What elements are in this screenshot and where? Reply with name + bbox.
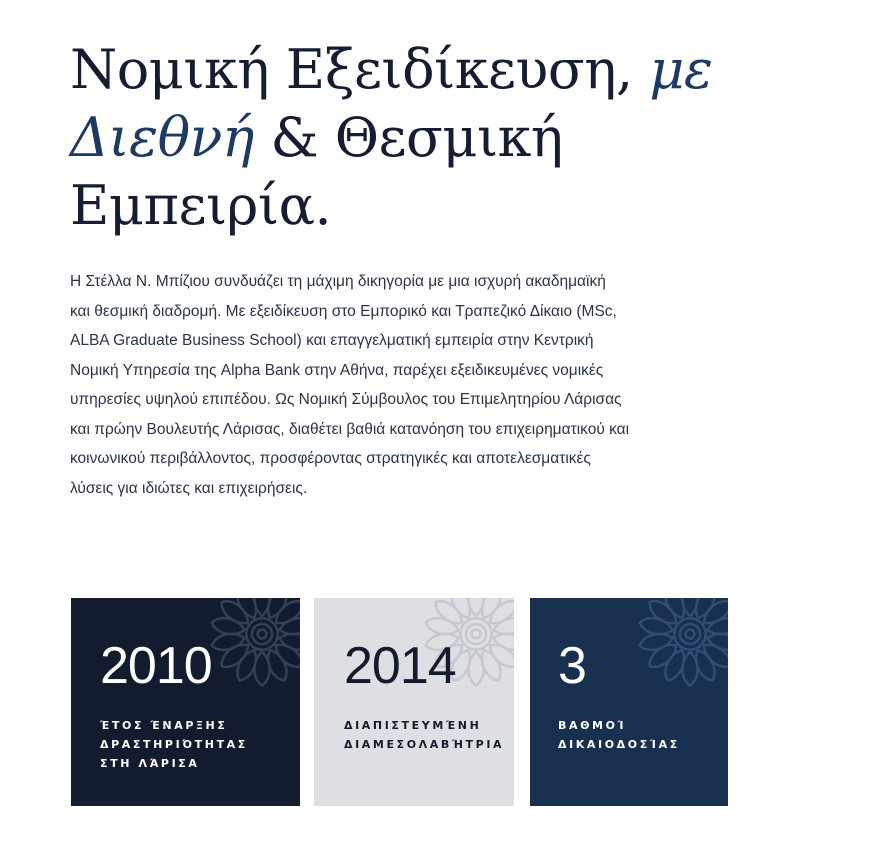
stat-label: ΒΑΘΜΟΊ ΔΙΚΑΙΟΔΟΣΊΑΣ <box>558 719 680 751</box>
stat-card-jurisdiction <box>530 598 728 806</box>
stat-card-mediator <box>314 598 514 806</box>
stat-label: ΈΤΟΣ ΈΝΑΡΞΗΣ ΔΡΑΣΤΗΡΙΌΤΗΤΑΣ ΣΤΗ ΛΆΡΙΣΑ <box>100 719 248 770</box>
hero-title-accent: με Διεθνή <box>70 38 713 169</box>
stat-value: 2014 <box>344 637 456 695</box>
stat-card-start-year <box>71 598 300 806</box>
intro-paragraph: Η Στέλλα Ν. Μπίζιου συνδυάζει τη μάχιμη δικηγορία με μια ισχυρή ακαδημαϊκή και θεσμική διαδρομή. Με εξειδίκευση στο Εμπορικό και Τραπεζικό Δίκαιο (MSc, ALBA Graduate Business School) και επαγγελματική εμπειρία στην Κεντρική Νομική Υπηρεσία της Alpha Bank στην Αθήνα, παρέχει εξειδικευμένες νομικές υπηρεσίες υψηλού επιπέδου. Ως Νομική Σύμβουλος του Επιμελητηρίου Λάρισας και πρώην Βουλευτής Λάρισας, διαθέτει βαθιά κατανόηση του επιχειρηματικού και κοινωνικού περιβάλλοντος, προσφέροντας στρατηγικές και αποτελεσματικές λύσεις για ιδιώτες και επιχειρήσεις. <box>70 273 630 497</box>
rosette-ornament-icon <box>634 598 728 690</box>
rosette-ornament-icon <box>206 598 300 690</box>
stat-value: 2010 <box>100 637 212 695</box>
hero-title-part2: & Θεσμική Εμπειρία. <box>70 106 563 237</box>
stat-label: ΔΙΑΠΙΣΤΕΥΜΈΝΗ ΔΙΑΜΕΣΟΛΑΒΉΤΡΙΑ <box>344 719 505 751</box>
stat-value: 3 <box>558 637 586 695</box>
hero-title <box>70 36 790 240</box>
hero-title-part1: Νομική Εξειδίκευση, <box>70 38 650 101</box>
